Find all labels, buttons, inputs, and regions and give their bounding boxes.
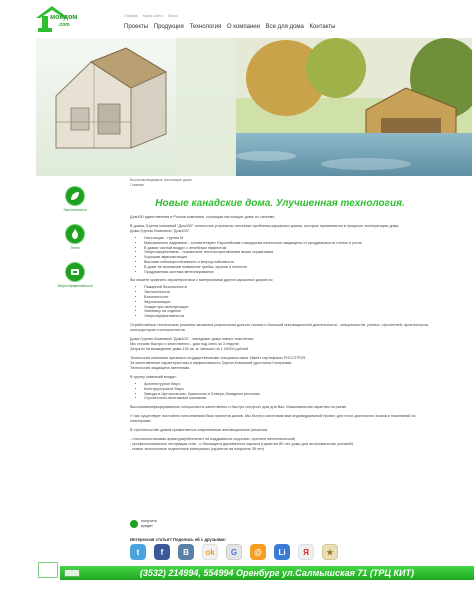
twitter-icon[interactable]: t: [130, 544, 146, 560]
paragraph: Дома Группы Компаний "Дом100" - канадские дома нового поколения.: [130, 336, 254, 341]
paragraph: Мы строим быстро и качественно - дом под ключ за 3 недели: [130, 341, 239, 346]
sidebar-label: Тепло: [70, 246, 80, 250]
sidebar-item-eco[interactable]: [60, 186, 90, 222]
list-item: • Безопасности: [144, 295, 430, 300]
list-item: • Продуманная система вентилирования: [144, 270, 430, 275]
list-item: • Архитектурное бюро: [144, 382, 430, 387]
paragraph: За качественные характеристики и эффективность Группа Компаний удостоена Госпремии.: [130, 360, 293, 365]
list-item: • Пожарной безопасности: [144, 285, 430, 290]
facebook-icon[interactable]: f: [154, 544, 170, 560]
share-buttons: [130, 544, 346, 560]
list-item: • В домах чистый воздух с лечебным эффектом: [144, 246, 430, 251]
sidebar-label: Экологичность: [63, 208, 87, 212]
top-links: [124, 14, 182, 18]
paragraph: Отработанные технические решения являются результатом долгого поиска и большой инновационной деятельности - специалистов, ученых, строителей, архитекторов, конструкторов и консультантов.: [130, 322, 429, 332]
vkontakte-icon[interactable]: B: [178, 544, 194, 560]
toplink-sitemap[interactable]: Карта сайта: [142, 14, 163, 18]
footer-bar: [60, 566, 474, 580]
nav-about[interactable]: О компании: [226, 24, 260, 30]
list-item: • Высокая сейсмоустойчивость и ветроустойчивость: [144, 260, 430, 265]
main-content: [130, 178, 430, 452]
list-item: • Уменнику на отделке: [144, 309, 430, 314]
leaf-icon: [69, 190, 81, 202]
toplink-search[interactable]: Поиск: [167, 14, 178, 18]
main-nav: [124, 24, 339, 30]
paragraph: Дом100 единственная в России компания, строящая настоящие дома по системе.: [130, 215, 276, 219]
credit-link[interactable]: [130, 519, 157, 528]
list-item: • Максимально надежные - соответствуют Европейским стандартам полностью защищены от продуваемости стенок и углов: [144, 241, 430, 246]
group-list: [144, 382, 430, 401]
paragraph: Затраты на возведение дома 100 кв. м. меньше на 1 00000 рублей: [130, 346, 249, 351]
list-item: • Хорошая звукоизоляция: [144, 255, 430, 260]
credit-line1: получить: [141, 519, 158, 523]
flame-icon: [69, 228, 81, 240]
breadcrumb-item[interactable]: Быстровозводимые настоящие дома: [130, 178, 192, 182]
logo-text: мойдом: [50, 14, 78, 21]
nav-home-goods[interactable]: Все для дома: [265, 24, 304, 30]
paragraph: - стеклопластиковая арматура(обеспечен на поддаваться коррозии, прочнее металлической): [130, 437, 296, 442]
breadcrumb-item[interactable]: Главная: [130, 183, 144, 187]
paragraph: Технология компании признана государственными специалистами. Имеет сертификат РОССТРОЯ.: [130, 355, 307, 360]
list-item: • Конструкторское бюро: [144, 387, 430, 392]
paragraph: - новые экологичные отделочные материалы (гарантия на покрытие 35 лет): [130, 447, 265, 452]
arrow-circle-icon: [130, 520, 138, 528]
energy-icon: [69, 266, 81, 278]
paragraph: Технология защищена патентами.: [130, 365, 191, 370]
odnoklassniki-icon[interactable]: ok: [202, 544, 218, 560]
nav-projects[interactable]: Проекты: [124, 24, 149, 30]
paragraph: Дома Группы Компании "Дом100":: [130, 229, 191, 233]
paragraph: В домах Группы компаний "Дом100" полностью устранены типичные проблемы каркасных домов, которые проявляются в процессе эксплуатации дома.: [130, 224, 400, 228]
bookmark-icon[interactable]: ★: [322, 544, 338, 560]
share-title: Интересная статья? Поделись ей с друзьями:: [130, 537, 227, 542]
nav-products[interactable]: Продукция: [153, 24, 184, 30]
header: [0, 0, 474, 40]
list-item: • В доме не возникнов появление грибка, мучков и плесени: [144, 265, 430, 270]
sidebar-item-heat[interactable]: [60, 224, 90, 260]
list-item: • Настоящие - группа М: [144, 236, 430, 241]
page-title: Новые канадские дома. Улучшенная технология.: [155, 198, 405, 209]
sidebar-item-energy[interactable]: [57, 262, 93, 298]
paragraph: В строительстве домов применяются современные инновационные решения:: [130, 428, 268, 433]
google-icon[interactable]: G: [226, 544, 242, 560]
compare-list: [144, 285, 430, 319]
list-item: • Экологичности: [144, 290, 430, 295]
list-item: • Звукоизоляции: [144, 300, 430, 305]
paragraph: Вы можете сравнить характеристики с материалами других каркасных домов по:: [130, 278, 274, 283]
paragraph: У нас существует постоянно пополняемая база проектов домов. Мы быстро изготовим вам индивидуальный проект, для этого достаточно эскиза и пожеланий по планировке.: [130, 414, 416, 424]
logo-com: .com: [58, 22, 70, 28]
list-item: • Заводы в Центральном, Уральском и Северо-Западном регионах: [144, 392, 430, 397]
paragraph: Высококвалифицированные специалисты качественно и быстро построят дом для Вас. Максимальная гарантия на рынке.: [130, 405, 348, 410]
list-item: • Энергоэффективности: [144, 314, 430, 319]
nav-contacts[interactable]: Контакты: [309, 24, 336, 30]
sidebar: [57, 186, 93, 300]
list-item: • Энергоэффективны - показатели теплосопротивления выше нормативов: [144, 250, 430, 255]
credit-line2: кредит: [141, 523, 153, 528]
hero-banner: [36, 38, 472, 176]
list-item: • Усадке при эксплуатации: [144, 305, 430, 310]
yandex-icon[interactable]: Я: [298, 544, 314, 560]
sidebar-label: Энергоэффективность: [57, 284, 93, 288]
list-item: • Строительно-монтажные компании: [144, 396, 430, 401]
toplink-home[interactable]: Главная: [124, 14, 138, 18]
paragraph: - профессиональные негорящая огне - и биозащита деревянного каркаса (гарантия 85 лет дома для экстремальных условий): [130, 442, 353, 447]
paragraph: В группу компаний входят:: [130, 374, 177, 379]
mailru-icon[interactable]: @: [250, 544, 266, 560]
footer-logo[interactable]: [38, 562, 58, 578]
nav-technology[interactable]: Технология: [189, 24, 222, 30]
features-list: [144, 236, 430, 274]
footer-contacts: (3532) 214994, 554994 Оренбург ул.Салмышская 71 (ТРЦ КИТ): [139, 568, 414, 578]
footer-badge: [64, 569, 80, 577]
liveinternet-icon[interactable]: Li: [274, 544, 290, 560]
banner-illustration: [36, 38, 472, 176]
breadcrumb: [130, 178, 430, 188]
